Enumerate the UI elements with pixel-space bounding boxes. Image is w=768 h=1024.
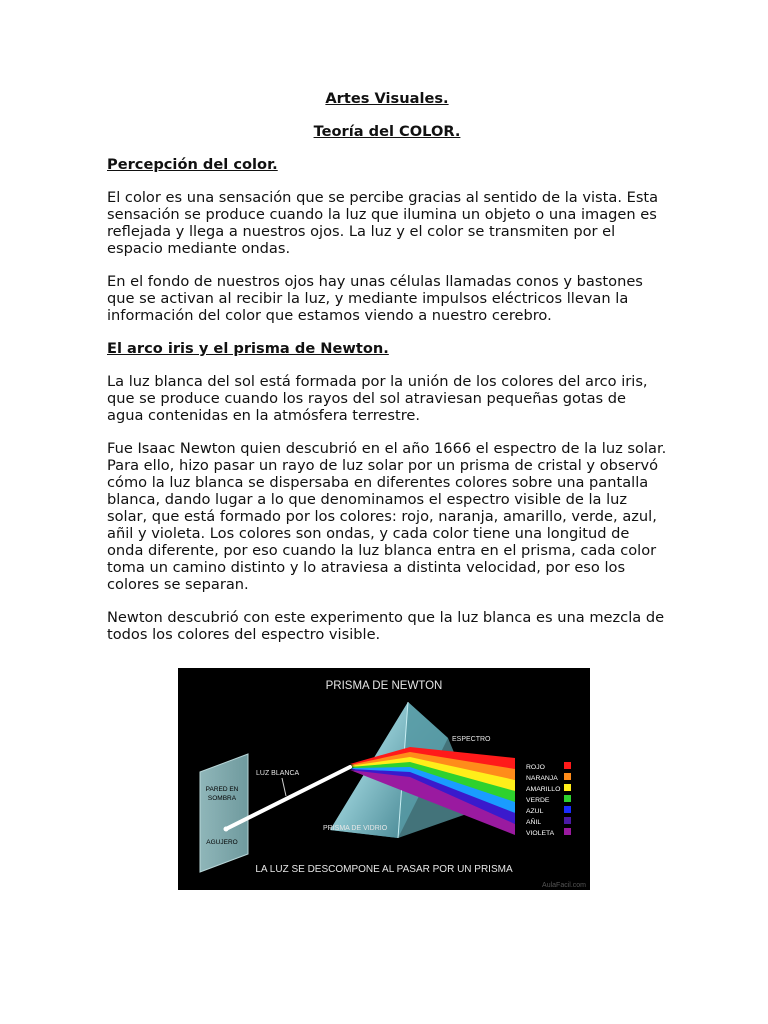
legend-swatch-violeta — [564, 828, 571, 835]
spectrum-label: ESPECTRO — [452, 736, 491, 743]
wall-label-line2: SOMBRA — [207, 795, 237, 802]
document-subtitle: Teoría del COLOR. — [313, 123, 461, 140]
legend-label-amarillo: AMARILLO — [526, 786, 561, 793]
newton-prism-figure — [178, 668, 590, 890]
section-heading-perception: Percepción del color. — [107, 156, 278, 173]
hole-label: AGUJERO — [206, 839, 238, 846]
legend-swatch-rojo — [564, 762, 571, 769]
legend-label-naranja: NARANJA — [526, 775, 558, 782]
prism-label: PRISMA DE VIDRIO — [323, 825, 388, 832]
paragraph: La luz blanca del sol está formada por la unión de los colores del arco iris, que se produce cuando los rayos del sol atraviesan pequeñas gotas de agua contenidas en la atmósfera terrestre. — [107, 373, 648, 424]
paragraph: En el fondo de nuestros ojos hay unas células llamadas conos y bastones que se activan al recibir la luz, y mediante impulsos eléctricos llevan la información del color que estamos viendo a nuestro cerebro. — [107, 273, 643, 324]
legend-swatch-verde — [564, 795, 571, 802]
shadow-wall — [200, 754, 248, 872]
figure-title: PRISMA DE NEWTON — [325, 680, 443, 692]
paragraph: El color es una sensación que se percibe gracias al sentido de la vista. Esta sensación se produce cuando la luz que ilumina un objeto o una imagen es reflejada y llega a nuestros ojos. La luz y el color se transmiten por el espacio mediante ondas. — [107, 189, 659, 257]
paragraph: Fue Isaac Newton quien descubrió en el año 1666 el espectro de la luz solar. Para ello, hizo pasar un rayo de luz solar por un prisma de cristal y observó cómo la luz blanca se dispersaba en diferentes colores sobre una pantalla blanca, dando lugar a lo que denominamos el espectro visible de la luz solar, que está formado por los colores: rojo, naranja, amarillo, verde, azul, añil y violeta. Los colores son ondas, y cada color tiene una longitud de onda diferente, por eso cuando la luz blanca entra en el prisma, cada color toma un camino distinto y lo atraviesa a distinta velocidad, por eso los colores se separan. — [107, 440, 667, 593]
document-title: Artes Visuales. — [325, 90, 449, 107]
section-heading-newton: El arco iris y el prisma de Newton. — [107, 340, 389, 357]
legend-swatch-azul — [564, 806, 571, 813]
legend-label-rojo: ROJO — [526, 764, 545, 771]
white-light-label: LUZ BLANCA — [256, 770, 300, 777]
paragraph: Newton descubrió con este experimento que la luz blanca es una mezcla de todos los colores del espectro visible. — [107, 609, 665, 643]
hole-dot — [224, 827, 229, 832]
document-body — [107, 90, 667, 659]
legend-swatch-anil — [564, 817, 571, 824]
legend-label-verde: VERDE — [526, 797, 550, 804]
legend-swatch-amarillo — [564, 784, 571, 791]
legend-label-azul: AZUL — [526, 808, 544, 815]
figure-caption: LA LUZ SE DESCOMPONE AL PASAR POR UN PRISMA — [255, 864, 513, 875]
legend-label-violeta: VIOLETA — [526, 830, 555, 837]
legend-label-anil: AÑIL — [526, 819, 542, 826]
legend-swatch-naranja — [564, 773, 571, 780]
wall-label-line1: PARED EN — [205, 786, 239, 793]
figure-watermark: AulaFacil.com — [542, 882, 586, 889]
